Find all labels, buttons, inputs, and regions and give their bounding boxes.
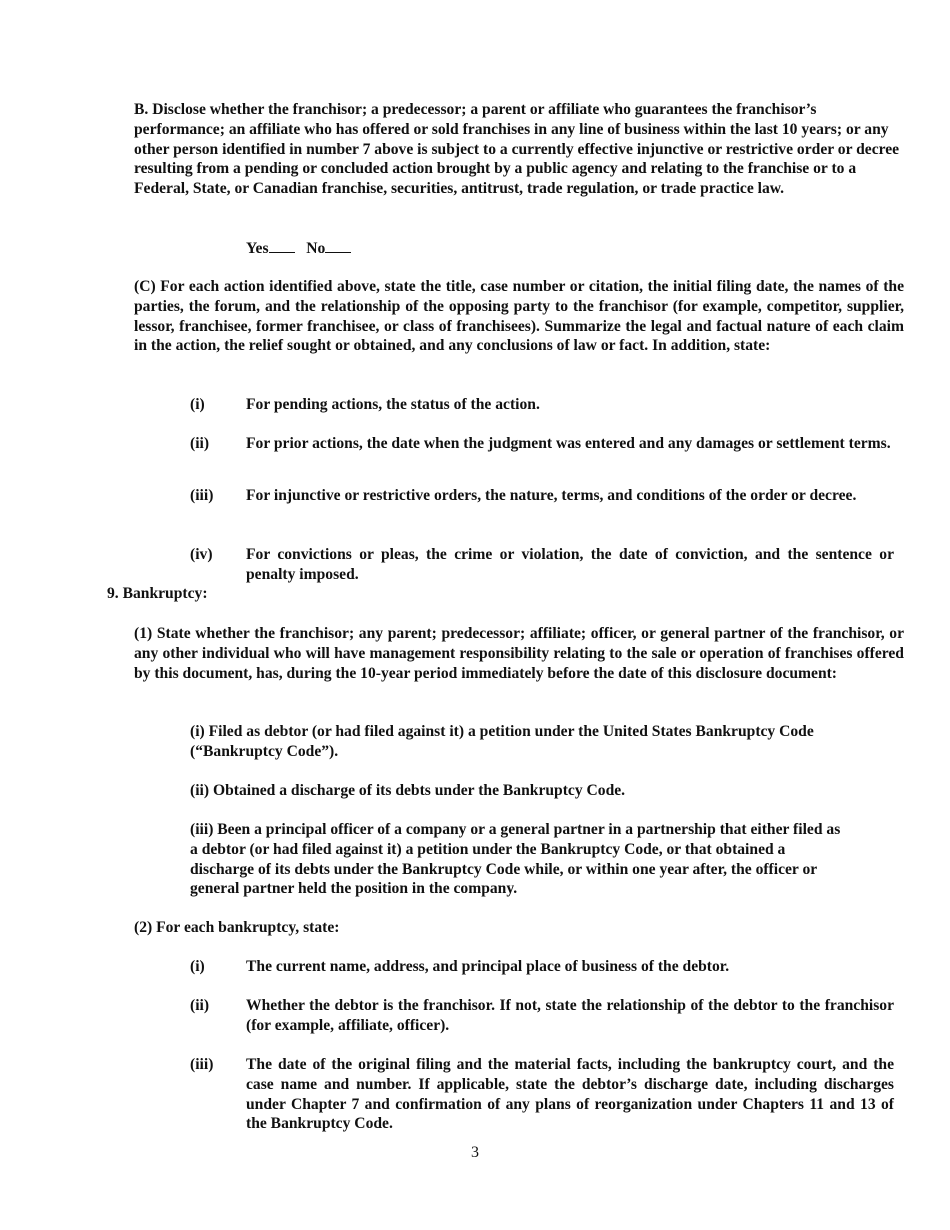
list-item-number: (ii) (190, 997, 210, 1014)
yes-no-line (246, 238, 351, 259)
list-item (190, 486, 894, 506)
list-item-number: (ii) (190, 435, 210, 452)
list-item-text: The date of the original filing and the material facts, including the bankruptcy court, and the case name and number. If applicable, state the debtor’s discharge date, including discharges under Chapter 7 and confirmation of any plans of reorganization under Chapters 11 and 13 of the Bankruptcy Code. (246, 1056, 894, 1133)
list-item-text: Whether the debtor is the franchisor. If not, state the relationship of the debtor to the franchisor (for example, affiliate, officer). (246, 997, 894, 1034)
list-item-text: For prior actions, the date when the judgment was entered and any damages or settlement terms. (246, 435, 891, 452)
list-item-text: For injunctive or restrictive orders, the nature, terms, and conditions of the order or decree. (246, 487, 857, 504)
yes-label: Yes (246, 240, 269, 257)
section-b-paragraph: B. Disclose whether the franchisor; a predecessor; a parent or affiliate who guarantees the franchisor’s performance; an affiliate who has offered or sold franchises in any line of business within the last 10 years; or any other person identified in number 7 above is subject to a currently effective injunctive or restrictive order or decree resulting from a pending or concluded action brought by a public agency and relating to the franchise or to a Federal, State, or Canadian franchise, securities, antitrust, trade regulation, or trade practice law. (134, 101, 900, 198)
list-item-number: (i) (190, 396, 205, 413)
no-label: No (306, 240, 326, 257)
bankruptcy-sub-item: (ii) Obtained a discharge of its debts under the Bankruptcy Code. (190, 782, 626, 799)
list-item-number: (iv) (190, 546, 213, 563)
list-item (190, 957, 894, 977)
no-blank (325, 238, 351, 253)
list-item-text: The current name, address, and principal place of business of the debtor. (246, 958, 730, 975)
list-item-number: (i) (190, 958, 205, 975)
list-item-number: (iii) (190, 487, 214, 504)
bankruptcy-part2-paragraph: (2) For each bankruptcy, state: (134, 919, 340, 936)
list-item-text: For pending actions, the status of the action. (246, 396, 540, 413)
section-c-paragraph: (C) For each action identified above, state the title, case number or citation, the initial filing date, the names of the parties, the forum, and the relationship of the opposing party to the franchisor (for example, competitor, supplier, lessor, franchisee, former franchisee, or class of franchisees). Summarize the legal and factual nature of each claim in the action, the relief sought or obtained, and any conclusions of law or fact. In addition, state: (134, 278, 904, 355)
list-item-text: For convictions or pleas, the crime or violation, the date of conviction, and the sentence or penalty imposed. (246, 546, 894, 583)
page-number: 3 (471, 1144, 479, 1161)
section-9-heading: 9. Bankruptcy: (107, 585, 208, 602)
list-item (190, 1055, 894, 1134)
bankruptcy-sub-item: (iii) Been a principal officer of a company or a general partner in a partnership that either filed as a debtor (or had filed against it) a petition under the Bankruptcy Code, or that obtained a discharge of its debts under the Bankruptcy Code while, or within one year after, the officer or general partner held the position in the company. (190, 821, 841, 898)
bankruptcy-part1-paragraph: (1) State whether the franchisor; any parent; predecessor; affiliate; officer, or general partner of the franchisor, or any other individual who will have management responsibility relating to the sale or operation of franchises offered by this document, has, during the 10-year period immediately before the date of this disclosure document: (134, 625, 904, 682)
list-item-number: (iii) (190, 1056, 214, 1073)
bankruptcy-sub-item: (i) Filed as debtor (or had filed against it) a petition under the United States Bankruptcy Code (“Bankruptcy Code”). (190, 723, 814, 760)
list-item (190, 434, 894, 454)
list-item (190, 996, 894, 1036)
list-item (190, 395, 894, 415)
yes-blank (269, 238, 295, 253)
list-item (190, 545, 894, 585)
